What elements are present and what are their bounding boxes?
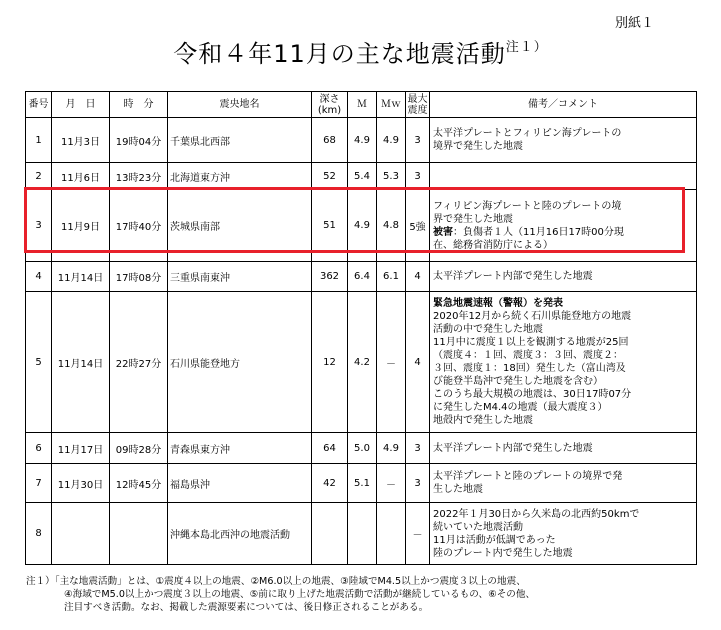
cell-depth: 68: [312, 118, 348, 163]
cell-place: 三重県南東沖: [168, 262, 312, 292]
remark-line: び能登半島沖で発生した地震を含む）: [433, 376, 603, 387]
cell-date: 11月30日: [52, 464, 110, 503]
cell-place: 沖縄本島北西沖の地震活動: [168, 503, 312, 565]
remark-line: 11月中に震度１以上を観測する地震が25回: [433, 337, 629, 348]
cell-time: 12時45分: [110, 464, 168, 503]
cell-depth: 51: [312, 190, 348, 262]
cell-time: [110, 503, 168, 565]
header-depth-l1: 深さ: [319, 93, 340, 105]
damage-text: ：負傷者１人（11月16日17時00分現: [453, 226, 624, 238]
remark-line: 活動の中で発生した地震: [433, 324, 543, 335]
cell-m: 4.9: [348, 118, 377, 163]
cell-time: 17時40分: [110, 190, 168, 262]
cell-time: 22時27分: [110, 292, 168, 433]
cell-date: 11月9日: [52, 190, 110, 262]
header-depth-l2: (km): [317, 104, 342, 116]
table-row: [26, 433, 697, 464]
cell-remarks: [430, 262, 697, 292]
remark-line: 11月は活動が低調であった: [433, 534, 556, 546]
cell-time: 13時23分: [110, 163, 168, 190]
cell-depth: 362: [312, 262, 348, 292]
cell-intensity: 4: [406, 262, 430, 292]
cell-intensity: 5強: [406, 190, 430, 262]
remark-line: 続いていた地震活動: [433, 521, 523, 533]
remark-line: 境界で発生した地震: [433, 141, 523, 152]
remark-line: 太平洋プレート内部で発生した地震: [433, 271, 593, 282]
cell-intensity: 4: [406, 292, 430, 433]
cell-time: 09時28分: [110, 433, 168, 464]
remark-bold: 緊急地震速報（警報）を発表: [433, 298, 563, 309]
remark-line: 太平洋プレート内部で発生した地震: [433, 442, 593, 454]
cell-m: 5.0: [348, 433, 377, 464]
cell-depth: 64: [312, 433, 348, 464]
cell-remarks: [430, 118, 697, 163]
cell-remarks: [430, 464, 697, 503]
attachment-label: 別紙１: [615, 16, 655, 31]
damage-rest: 在、総務省消防庁による）: [433, 239, 553, 251]
cell-remarks: [430, 503, 697, 565]
cell-date: 11月3日: [52, 118, 110, 163]
remark-line: 太平洋プレートとフィリピン海プレートの: [433, 128, 622, 139]
cell-m: 4.2: [348, 292, 377, 433]
cell-remarks: [430, 190, 697, 262]
header-intensity: [406, 92, 430, 118]
header-no: 番号: [26, 92, 52, 118]
cell-remarks: [430, 433, 697, 464]
footnote-line: 注１）「主な地震活動」とは、①震度４以上の地震、②M6.0以上の地震、③陸域でM4.5以上かつ震度３以上の地震、: [26, 576, 526, 587]
cell-date: 11月14日: [52, 292, 110, 433]
remark-line: フィリピン海プレートと陸のプレートの境: [433, 200, 622, 212]
footnote-line: 注目すべき活動。なお、掲載した震源要素については、後日修正されることがある。: [64, 602, 429, 613]
remark-line: 2020年12月から続く石川県能登地方の地震: [433, 311, 632, 322]
cell-date: 11月17日: [52, 433, 110, 464]
cell-intensity: 3: [406, 464, 430, 503]
cell-m: 5.4: [348, 163, 377, 190]
remark-line: 地殻内で発生した地震: [433, 415, 533, 426]
cell-no: 4: [26, 262, 52, 292]
cell-depth: 52: [312, 163, 348, 190]
cell-m: [348, 503, 377, 565]
cell-mw: 4.9: [377, 433, 406, 464]
cell-intensity: 3: [406, 433, 430, 464]
cell-time: 17時08分: [110, 262, 168, 292]
cell-mw: 4.9: [377, 118, 406, 163]
cell-no: 3: [26, 190, 52, 262]
cell-place: 青森県東方沖: [168, 433, 312, 464]
damage-label: 被害: [433, 226, 453, 238]
header-depth: [312, 92, 348, 118]
remark-line: （震度４：１回、震度３：３回、震度２：: [433, 350, 623, 361]
cell-mw: 5.3: [377, 163, 406, 190]
cell-mw: [377, 503, 406, 565]
cell-no: 6: [26, 433, 52, 464]
cell-no: 7: [26, 464, 52, 503]
header-date: 月 日: [52, 92, 110, 118]
header-place: 震央地名: [168, 92, 312, 118]
table-row: [26, 118, 697, 163]
cell-date: 11月14日: [52, 262, 110, 292]
earthquake-table: [25, 91, 697, 565]
cell-m: 4.9: [348, 190, 377, 262]
table-row: [26, 190, 697, 262]
cell-mw: 4.8: [377, 190, 406, 262]
footnote-line: ④海域でM5.0以上かつ震度３以上の地震、⑤前に取り上げた地震活動で活動が継続しているもの、⑥その他、: [64, 589, 536, 600]
cell-depth: 42: [312, 464, 348, 503]
cell-m: 6.4: [348, 262, 377, 292]
header-time: 時 分: [110, 92, 168, 118]
cell-mw: 6.1: [377, 262, 406, 292]
header-intensity-l2: 震度: [407, 104, 428, 116]
cell-m: 5.1: [348, 464, 377, 503]
cell-intensity: 3: [406, 118, 430, 163]
page-title: [0, 34, 721, 69]
remark-line: ３回、震度１：18回）発生した（富山湾及: [433, 363, 626, 374]
cell-no: 2: [26, 163, 52, 190]
header-mw: Ｍｗ: [377, 92, 406, 118]
table-row: [26, 503, 697, 565]
header-intensity-l1: 最大: [407, 93, 428, 105]
cell-date: [52, 503, 110, 565]
cell-intensity: －: [406, 503, 430, 565]
header-remarks: 備考／コメント: [430, 92, 697, 118]
footnote: [26, 575, 535, 614]
cell-intensity: 3: [406, 163, 430, 190]
cell-remarks: [430, 163, 697, 190]
cell-mw: －: [377, 464, 406, 503]
cell-place: 石川県能登地方: [168, 292, 312, 433]
remark-line: 界で発生した地震: [433, 213, 513, 225]
remark-line: 陸のプレート内で発生した地震: [433, 547, 573, 559]
table-row: [26, 464, 697, 503]
remark-line: 2022年１月30日から久米島の北西約50kmで: [433, 508, 640, 520]
cell-remarks: [430, 292, 697, 433]
cell-place: 茨城県南部: [168, 190, 312, 262]
cell-no: 8: [26, 503, 52, 565]
cell-no: 1: [26, 118, 52, 163]
cell-depth: 12: [312, 292, 348, 433]
table-row: [26, 292, 697, 433]
header-m: Ｍ: [348, 92, 377, 118]
cell-mw: －: [377, 292, 406, 433]
cell-place: 千葉県北西部: [168, 118, 312, 163]
title-note-mark: 注１）: [505, 40, 548, 55]
table-row: [26, 262, 697, 292]
remark-line: 生した地震: [433, 484, 483, 495]
cell-place: 北海道東方沖: [168, 163, 312, 190]
remark-line: 太平洋プレートと陸のプレートの境界で発: [433, 471, 623, 482]
table-row: [26, 163, 697, 190]
header-row: [26, 92, 697, 118]
cell-date: 11月6日: [52, 163, 110, 190]
cell-depth: [312, 503, 348, 565]
cell-place: 福島県沖: [168, 464, 312, 503]
cell-time: 19時04分: [110, 118, 168, 163]
remark-line: に発生したM4.4の地震（最大震度３）: [433, 402, 608, 413]
cell-no: 5: [26, 292, 52, 433]
title-text: 令和４年11月の主な地震活動: [173, 40, 506, 68]
remark-line: このうち最大規模の地震は、30日17時07分: [433, 389, 632, 400]
